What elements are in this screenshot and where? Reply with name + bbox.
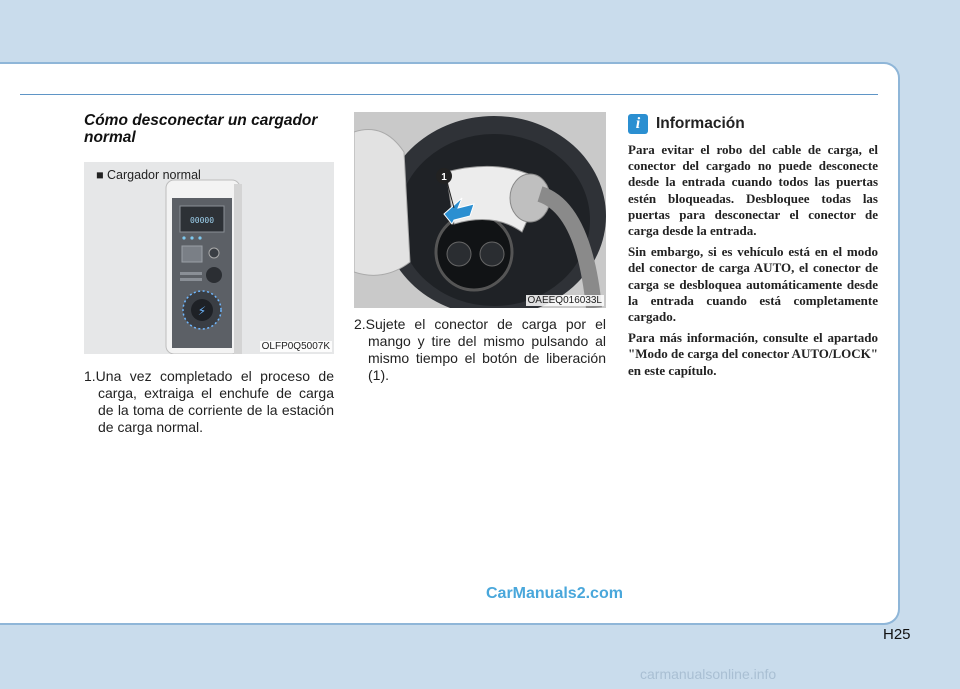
svg-text:⚡: ⚡ [197,304,207,318]
info-icon: i [628,114,648,134]
charging-connector-figure [354,112,606,308]
connector-photo-illustration [354,112,606,308]
station-display: 00000 [189,216,215,225]
charging-station-figure [84,162,334,354]
figure-code: OAEEQ016033L [527,295,602,306]
page-number: H25 [883,626,911,643]
info-paragraph-3: Para más información, consulte el apartado "Modo de carga del conector AUTO/LOCK" en este capítulo. [628,330,878,378]
info-column [628,112,878,384]
watermark-link[interactable]: CarManuals2.com [486,585,623,602]
info-header [628,114,878,134]
section-heading: Cómo desconectar un cargador normal [84,112,318,146]
manual-page [0,62,900,625]
info-title: Información [656,115,745,132]
top-rule [20,94,878,95]
step-2-text: 2.Sujete el conector de carga por el mango y tire del mismo pulsando al mismo tiempo el botón de liberación (1). [354,316,606,383]
left-column [84,112,334,436]
info-paragraph-2: Sin embargo, si es vehículo está en el modo del conector de carga AUTO, el conector de carga se desbloquea automáticamente desde la entrada cuando está completamente cargado. [628,244,878,325]
callout-number: 1 [441,172,447,183]
bottom-watermark: carmanualsonline.info [640,666,777,682]
step-1-text: 1.Una vez completado el proceso de carga, extraiga el enchufe de carga de la toma de corriente de la estación de carga normal. [84,368,334,435]
middle-column [354,112,606,384]
figure-code: OLFP0Q5007K [261,341,330,352]
figure-caption: ■ Cargador normal [96,168,201,182]
info-paragraph-1: Para evitar el robo del cable de carga, el conector del cargado no puede desconecte desde la entrada cuando todos las puertas estén bloqueadas. Desbloquee todas las puertas para desconectar el conector de carga desde la entrada. [628,142,878,239]
charging-station-illustration [84,162,334,354]
